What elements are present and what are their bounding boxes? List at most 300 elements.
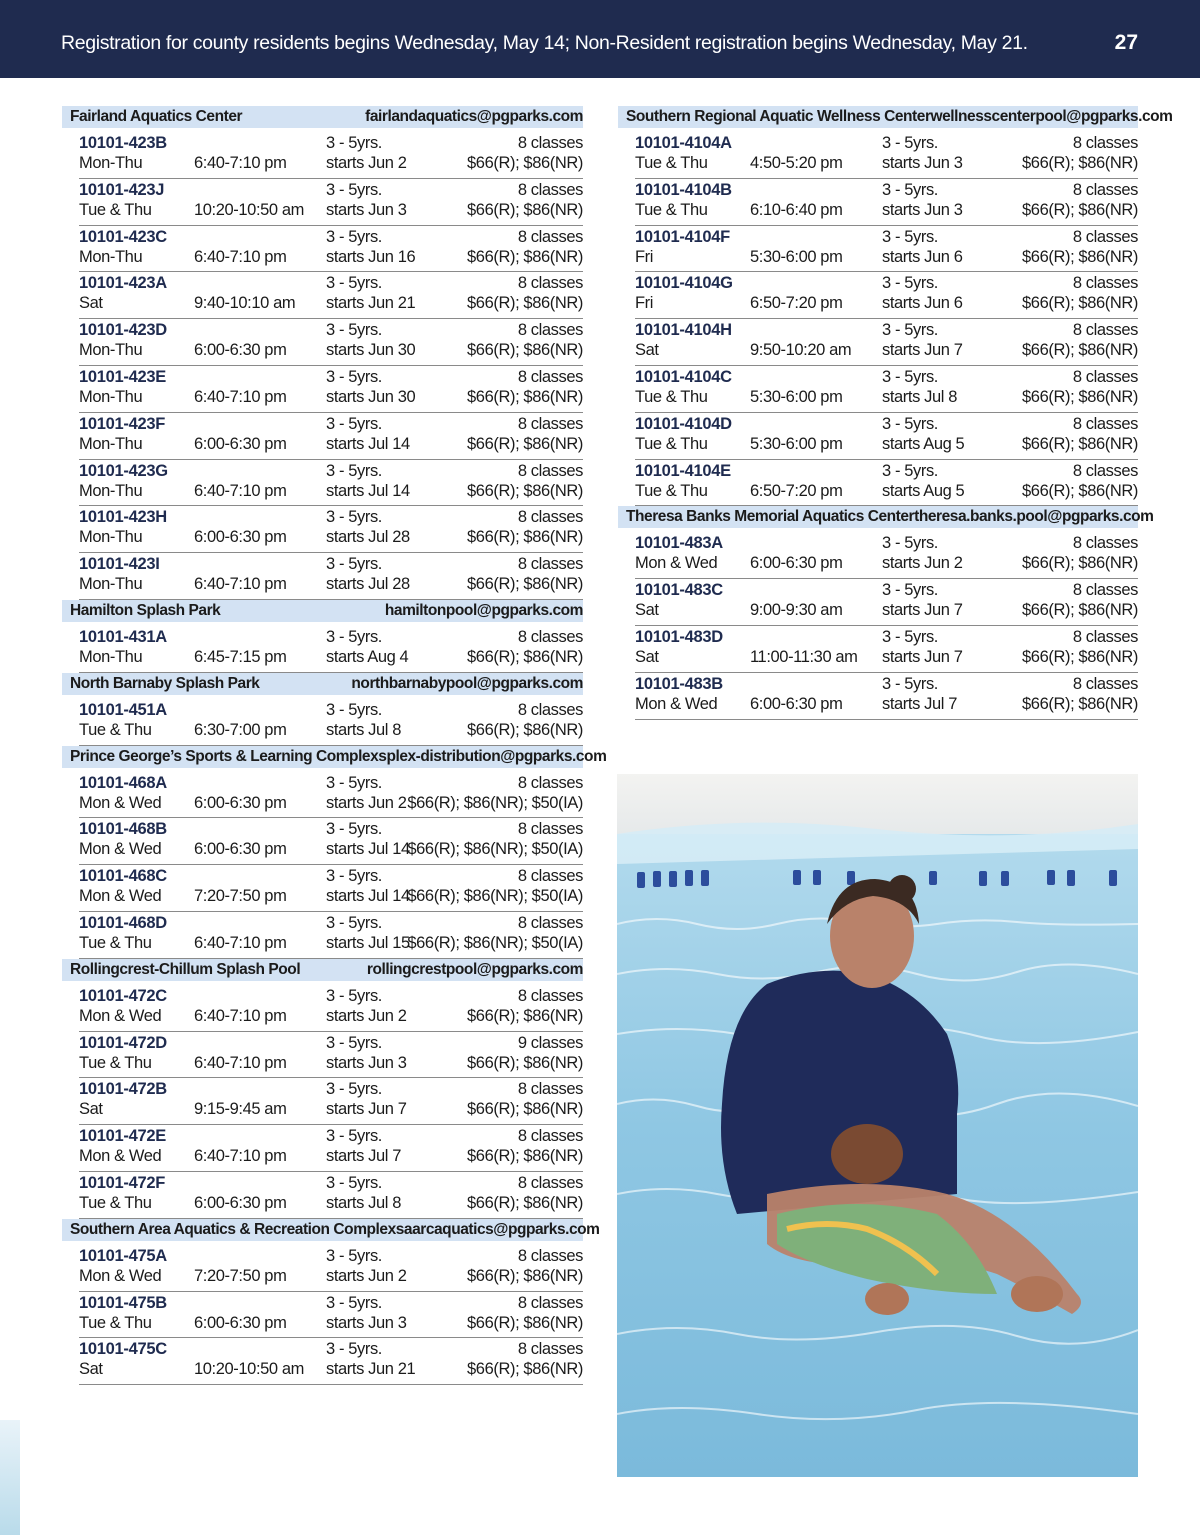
facility-email[interactable]: splex-distribution@pgparks.com xyxy=(378,747,607,765)
age-range: 3 - 5yrs. xyxy=(882,321,938,340)
class-count: 8 classes xyxy=(517,773,583,792)
class-time: 6:00-6:30 pm xyxy=(194,434,287,453)
start-date: starts Jun 2 xyxy=(326,1266,407,1285)
class-count: 8 classes xyxy=(517,274,583,293)
header-banner xyxy=(0,0,1200,78)
class-fee: $66(R); $86(NR); $50(IA) xyxy=(407,840,583,859)
start-date: starts Aug 4 xyxy=(326,647,409,666)
class-fee: $66(R); $86(NR) xyxy=(467,647,583,666)
class-time: 6:40-7:10 pm xyxy=(194,933,287,952)
class-row xyxy=(635,673,1138,720)
class-days: Mon & Wed xyxy=(79,1147,162,1166)
class-count: 8 classes xyxy=(517,180,583,199)
class-count: 8 classes xyxy=(1072,627,1138,646)
start-date: starts Jun 3 xyxy=(882,154,963,172)
class-time: 6:00-6:30 pm xyxy=(194,528,287,547)
class-time: 6:40-7:10 pm xyxy=(194,575,287,594)
facility-email[interactable]: theresa.banks.pool@pgparks.com xyxy=(914,508,1154,526)
class-time: 5:30-6:00 pm xyxy=(750,387,843,406)
class-count: 8 classes xyxy=(517,986,583,1005)
age-range: 3 - 5yrs. xyxy=(882,367,938,386)
class-row xyxy=(79,132,583,179)
class-count: 8 classes xyxy=(517,508,583,527)
class-row xyxy=(635,319,1138,366)
age-range: 3 - 5yrs. xyxy=(326,367,382,386)
class-fee: $66(R); $86(NR) xyxy=(1022,294,1138,313)
class-fee: $66(R); $86(NR) xyxy=(467,294,583,313)
class-time: 6:10-6:40 pm xyxy=(750,200,843,219)
class-days: Mon & Wed xyxy=(79,1266,162,1285)
facility-header xyxy=(618,506,1154,528)
class-count: 8 classes xyxy=(1072,274,1138,293)
age-range: 3 - 5yrs. xyxy=(882,134,938,152)
class-days: Tue & Thu xyxy=(635,154,708,172)
start-date: starts Jun 30 xyxy=(326,387,416,406)
age-range: 3 - 5yrs. xyxy=(326,1033,382,1052)
class-time: 6:40-7:10 pm xyxy=(194,387,287,406)
start-date: starts Jun 21 xyxy=(326,294,416,313)
class-time: 9:40-10:10 am xyxy=(194,294,296,313)
course-code: 10101-431A xyxy=(79,627,167,646)
age-range: 3 - 5yrs. xyxy=(326,227,382,246)
start-date: starts Jun 3 xyxy=(326,1313,407,1332)
age-range: 3 - 5yrs. xyxy=(326,773,382,792)
class-time: 6:00-6:30 pm xyxy=(194,793,287,812)
course-code: 10101-423I xyxy=(79,555,160,574)
class-fee: $66(R); $86(NR) xyxy=(467,1053,583,1072)
course-code: 10101-423C xyxy=(79,227,167,246)
class-time: 6:40-7:10 pm xyxy=(194,1053,287,1072)
class-row xyxy=(79,1125,583,1172)
facility-section xyxy=(62,746,607,959)
facility-header xyxy=(618,106,1173,128)
class-days: Sat xyxy=(79,1100,103,1119)
class-days: Mon-Thu xyxy=(79,434,143,453)
class-row xyxy=(635,532,1138,579)
facility-header xyxy=(62,673,583,695)
start-date: starts Jul 8 xyxy=(326,1193,401,1212)
class-fee: $66(R); $86(NR); $50(IA) xyxy=(407,793,583,812)
class-fee: $66(R); $86(NR) xyxy=(467,1360,583,1379)
facility-section xyxy=(618,506,1154,719)
facility-email[interactable]: wellnesscenterpool@pgparks.com xyxy=(930,108,1173,125)
left-column xyxy=(62,106,607,1385)
class-count: 8 classes xyxy=(1072,674,1138,693)
class-count: 8 classes xyxy=(517,134,583,152)
course-code: 10101-483D xyxy=(635,627,723,646)
course-code: 10101-475B xyxy=(79,1293,167,1312)
start-date: starts Jun 2 xyxy=(326,154,407,172)
class-row xyxy=(79,460,583,507)
age-range: 3 - 5yrs. xyxy=(326,508,382,527)
class-fee: $66(R); $86(NR) xyxy=(1022,387,1138,406)
class-time: 6:45-7:15 pm xyxy=(194,647,287,666)
class-row xyxy=(79,553,583,600)
start-date: starts Jul 8 xyxy=(882,387,957,406)
class-count: 8 classes xyxy=(517,700,583,719)
class-count: 8 classes xyxy=(1072,134,1138,152)
class-count: 8 classes xyxy=(517,227,583,246)
class-count: 8 classes xyxy=(517,1173,583,1192)
course-code: 10101-4104G xyxy=(635,274,733,293)
class-fee: $66(R); $86(NR) xyxy=(467,1266,583,1285)
class-fee: $66(R); $86(NR) xyxy=(1022,341,1138,360)
class-row xyxy=(79,1338,583,1385)
class-row xyxy=(79,179,583,226)
age-range: 3 - 5yrs. xyxy=(882,414,938,433)
class-row xyxy=(79,985,583,1032)
class-count: 8 classes xyxy=(1072,414,1138,433)
class-count: 8 classes xyxy=(517,461,583,480)
class-days: Tue & Thu xyxy=(635,481,708,500)
class-row xyxy=(79,1292,583,1339)
age-range: 3 - 5yrs. xyxy=(882,534,938,553)
course-code: 10101-4104E xyxy=(635,461,731,480)
class-count: 8 classes xyxy=(517,414,583,433)
facility-email[interactable]: rollingcrestpool@pgparks.com xyxy=(366,960,583,978)
class-days: Tue & Thu xyxy=(79,1053,152,1072)
course-code: 10101-475C xyxy=(79,1340,167,1359)
start-date: starts Aug 5 xyxy=(882,434,965,453)
class-days: Tue & Thu xyxy=(635,434,708,453)
class-row xyxy=(79,865,583,912)
course-code: 10101-4104B xyxy=(635,180,732,199)
class-count: 8 classes xyxy=(1072,534,1138,553)
facility-email[interactable]: fairlandaquatics@pgparks.com xyxy=(365,108,583,125)
facility-email[interactable]: saarcaquatics@pgparks.com xyxy=(395,1220,600,1238)
age-range: 3 - 5yrs. xyxy=(882,227,938,246)
age-range: 3 - 5yrs. xyxy=(326,1080,382,1099)
class-time: 6:50-7:20 pm xyxy=(750,481,843,500)
class-fee: $66(R); $86(NR) xyxy=(467,434,583,453)
age-range: 3 - 5yrs. xyxy=(882,674,938,693)
class-row xyxy=(635,132,1138,179)
age-range: 3 - 5yrs. xyxy=(882,274,938,293)
class-days: Sat xyxy=(79,1360,103,1379)
class-days: Tue & Thu xyxy=(635,387,708,406)
class-count: 8 classes xyxy=(517,1293,583,1312)
start-date: starts Jun 2 xyxy=(882,554,963,573)
class-fee: $66(R); $86(NR) xyxy=(467,481,583,500)
class-time: 5:30-6:00 pm xyxy=(750,434,843,453)
class-row xyxy=(79,1032,583,1079)
class-time: 6:30-7:00 pm xyxy=(194,720,287,739)
class-count: 8 classes xyxy=(517,820,583,839)
class-fee: $66(R); $86(NR) xyxy=(467,1006,583,1025)
facility-header xyxy=(62,959,583,981)
start-date: starts Jun 3 xyxy=(882,200,963,219)
age-range: 3 - 5yrs. xyxy=(326,461,382,480)
course-code: 10101-423J xyxy=(79,180,165,199)
class-fee: $66(R); $86(NR) xyxy=(467,528,583,547)
class-days: Mon-Thu xyxy=(79,528,143,547)
facility-name: North Barnaby Splash Park xyxy=(70,674,260,692)
class-row xyxy=(635,460,1138,507)
class-days: Mon & Wed xyxy=(79,887,162,906)
class-days: Mon-Thu xyxy=(79,387,143,406)
registration-notice: Registration for county residents begins Wednesday, May 14; Non-Resident registration begins Wednesday, May 21. xyxy=(61,32,1028,54)
class-count: 8 classes xyxy=(1072,461,1138,480)
class-days: Mon & Wed xyxy=(635,554,718,573)
class-count: 9 classes xyxy=(517,1033,583,1052)
age-range: 3 - 5yrs. xyxy=(326,986,382,1005)
start-date: starts Jul 8 xyxy=(326,720,401,739)
course-code: 10101-472D xyxy=(79,1033,167,1052)
course-code: 10101-475A xyxy=(79,1246,167,1265)
class-time: 6:00-6:30 pm xyxy=(194,840,287,859)
class-days: Tue & Thu xyxy=(79,933,152,952)
class-days: Mon & Wed xyxy=(635,694,718,713)
facility-name: Prince George’s Sports & Learning Complex xyxy=(70,747,379,765)
class-row xyxy=(79,699,583,746)
class-time: 6:50-7:20 pm xyxy=(750,294,843,313)
facility-header xyxy=(62,106,583,128)
class-time: 11:00-11:30 am xyxy=(750,647,858,666)
class-fee: $66(R); $86(NR) xyxy=(467,387,583,406)
facility-email[interactable]: northbarnabypool@pgparks.com xyxy=(351,674,583,692)
facility-header xyxy=(62,1219,600,1241)
start-date: starts Jun 7 xyxy=(882,341,963,360)
course-code: 10101-423E xyxy=(79,367,166,386)
course-code: 10101-468A xyxy=(79,773,167,792)
course-code: 10101-423B xyxy=(79,134,167,152)
age-range: 3 - 5yrs. xyxy=(326,555,382,574)
facility-header xyxy=(62,746,607,768)
class-row xyxy=(79,366,583,413)
class-count: 8 classes xyxy=(517,1340,583,1359)
start-date: starts Jul 14 xyxy=(326,434,410,453)
class-time: 5:30-6:00 pm xyxy=(750,247,843,266)
class-row xyxy=(79,413,583,460)
class-time: 10:20-10:50 am xyxy=(194,200,304,219)
class-fee: $66(R); $86(NR) xyxy=(1022,247,1138,266)
class-row xyxy=(79,506,583,553)
class-days: Fri xyxy=(635,294,654,313)
class-time: 7:20-7:50 pm xyxy=(194,887,287,906)
class-row xyxy=(635,626,1138,673)
class-time: 6:00-6:30 pm xyxy=(194,1193,287,1212)
age-range: 3 - 5yrs. xyxy=(326,321,382,340)
facility-section xyxy=(62,959,583,1219)
course-code: 10101-4104D xyxy=(635,414,732,433)
course-code: 10101-4104A xyxy=(635,134,732,152)
course-code: 10101-468D xyxy=(79,913,167,932)
class-days: Tue & Thu xyxy=(635,200,708,219)
start-date: starts Jul 28 xyxy=(326,528,410,547)
class-fee: $66(R); $86(NR) xyxy=(1022,434,1138,453)
class-fee: $66(R); $86(NR) xyxy=(1022,601,1138,620)
start-date: starts Jun 21 xyxy=(326,1360,416,1379)
start-date: starts Jun 2 xyxy=(326,1006,407,1025)
class-count: 8 classes xyxy=(517,1127,583,1146)
course-code: 10101-423A xyxy=(79,274,167,293)
class-days: Mon & Wed xyxy=(79,793,162,812)
facility-name: Southern Regional Aquatic Wellness Center xyxy=(626,108,931,125)
class-row xyxy=(79,319,583,366)
course-code: 10101-423H xyxy=(79,508,167,527)
class-fee: $66(R); $86(NR) xyxy=(1022,554,1138,573)
age-range: 3 - 5yrs. xyxy=(326,1127,382,1146)
class-row xyxy=(635,272,1138,319)
start-date: starts Jun 3 xyxy=(326,200,407,219)
class-days: Sat xyxy=(635,647,659,666)
class-fee: $66(R); $86(NR) xyxy=(1022,647,1138,666)
class-fee: $66(R); $86(NR) xyxy=(467,1147,583,1166)
class-time: 4:50-5:20 pm xyxy=(750,154,843,172)
class-days: Sat xyxy=(635,601,659,620)
class-count: 8 classes xyxy=(517,913,583,932)
age-range: 3 - 5yrs. xyxy=(882,627,938,646)
facility-header xyxy=(62,600,583,622)
class-fee: $66(R); $86(NR) xyxy=(467,575,583,594)
class-fee: $66(R); $86(NR) xyxy=(467,720,583,739)
class-days: Mon-Thu xyxy=(79,247,143,266)
class-count: 8 classes xyxy=(517,867,583,886)
course-code: 10101-423D xyxy=(79,321,167,340)
class-fee: $66(R); $86(NR) xyxy=(467,247,583,266)
class-time: 6:40-7:10 pm xyxy=(194,154,287,172)
course-code: 10101-4104F xyxy=(635,227,730,246)
age-range: 3 - 5yrs. xyxy=(882,180,938,199)
age-range: 3 - 5yrs. xyxy=(326,627,382,646)
age-range: 3 - 5yrs. xyxy=(326,1293,382,1312)
start-date: starts Jun 7 xyxy=(882,601,963,620)
facility-section xyxy=(62,600,583,673)
class-count: 8 classes xyxy=(1072,321,1138,340)
course-code: 10101-4104H xyxy=(635,321,732,340)
class-time: 7:20-7:50 pm xyxy=(194,1266,287,1285)
class-row xyxy=(79,272,583,319)
start-date: starts Jun 7 xyxy=(882,647,963,666)
age-range: 3 - 5yrs. xyxy=(326,820,382,839)
class-days: Mon-Thu xyxy=(79,647,143,666)
class-row xyxy=(635,179,1138,226)
class-count: 8 classes xyxy=(1072,227,1138,246)
class-time: 6:00-6:30 pm xyxy=(194,341,287,360)
class-days: Tue & Thu xyxy=(79,720,152,739)
class-count: 8 classes xyxy=(517,555,583,574)
class-fee: $66(R); $86(NR) xyxy=(1022,481,1138,500)
class-row xyxy=(635,226,1138,273)
class-days: Mon & Wed xyxy=(79,1006,162,1025)
start-date: starts Jun 2 xyxy=(326,793,407,812)
class-count: 8 classes xyxy=(517,627,583,646)
age-range: 3 - 5yrs. xyxy=(882,461,938,480)
swim-lesson-photo xyxy=(617,774,1138,1477)
class-days: Mon-Thu xyxy=(79,575,143,594)
class-count: 8 classes xyxy=(517,367,583,386)
class-time: 9:50-10:20 am xyxy=(750,341,852,360)
start-date: starts Jul 7 xyxy=(882,694,957,713)
class-time: 9:15-9:45 am xyxy=(194,1100,287,1119)
class-row xyxy=(79,1078,583,1125)
start-date: starts Jul 14 xyxy=(326,481,410,500)
class-days: Fri xyxy=(635,247,654,266)
course-code: 10101-468C xyxy=(79,867,167,886)
start-date: starts Jul 14 xyxy=(326,887,410,906)
class-row xyxy=(79,626,583,673)
course-code: 10101-451A xyxy=(79,700,167,719)
class-fee: $66(R); $86(NR) xyxy=(1022,200,1138,219)
course-code: 10101-423G xyxy=(79,461,168,480)
class-row xyxy=(79,818,583,865)
class-time: 6:40-7:10 pm xyxy=(194,247,287,266)
facility-name: Rollingcrest-Chillum Splash Pool xyxy=(70,960,301,978)
class-count: 8 classes xyxy=(1072,367,1138,386)
class-fee: $66(R); $86(NR); $50(IA) xyxy=(407,887,583,906)
start-date: starts Jun 7 xyxy=(326,1100,407,1119)
class-fee: $66(R); $86(NR) xyxy=(467,1313,583,1332)
course-code: 10101-472E xyxy=(79,1127,166,1146)
class-count: 8 classes xyxy=(1072,581,1138,600)
class-row xyxy=(79,772,583,819)
page-number: 27 xyxy=(1114,31,1138,54)
class-row xyxy=(79,1172,583,1219)
facility-name: Theresa Banks Memorial Aquatics Center xyxy=(626,508,915,526)
class-fee: $66(R); $86(NR) xyxy=(467,341,583,360)
start-date: starts Jul 14 xyxy=(326,840,410,859)
course-code: 10101-468B xyxy=(79,820,167,839)
facility-section xyxy=(62,1219,600,1385)
class-days: Mon & Wed xyxy=(79,840,162,859)
start-date: starts Jun 3 xyxy=(326,1053,407,1072)
class-fee: $66(R); $86(NR) xyxy=(467,154,583,172)
course-code: 10101-4104C xyxy=(635,367,732,386)
course-code: 10101-483A xyxy=(635,534,723,553)
class-fee: $66(R); $86(NR) xyxy=(467,1193,583,1212)
facility-name: Southern Area Aquatics & Recreation Complex xyxy=(70,1220,396,1238)
class-row xyxy=(635,579,1138,626)
age-range: 3 - 5yrs. xyxy=(326,913,382,932)
start-date: starts Jul 28 xyxy=(326,575,410,594)
class-row xyxy=(635,366,1138,413)
class-fee: $66(R); $86(NR) xyxy=(1022,154,1138,172)
facility-email[interactable]: hamiltonpool@pgparks.com xyxy=(384,601,583,619)
age-range: 3 - 5yrs. xyxy=(326,414,382,433)
class-fee: $66(R); $86(NR) xyxy=(467,200,583,219)
start-date: starts Jun 6 xyxy=(882,247,963,266)
class-days: Mon-Thu xyxy=(79,154,143,172)
course-code: 10101-472C xyxy=(79,986,167,1005)
age-range: 3 - 5yrs. xyxy=(326,1173,382,1192)
class-time: 9:00-9:30 am xyxy=(750,601,843,620)
class-days: Mon-Thu xyxy=(79,481,143,500)
class-count: 8 classes xyxy=(1072,180,1138,199)
course-code: 10101-472F xyxy=(79,1173,165,1192)
start-date: starts Jun 16 xyxy=(326,247,416,266)
course-code: 10101-472B xyxy=(79,1080,167,1099)
page-edge-decoration xyxy=(0,1420,20,1535)
age-range: 3 - 5yrs. xyxy=(326,134,382,152)
age-range: 3 - 5yrs. xyxy=(326,180,382,199)
start-date: starts Jul 7 xyxy=(326,1147,401,1166)
class-time: 6:40-7:10 pm xyxy=(194,481,287,500)
class-fee: $66(R); $86(NR) xyxy=(467,1100,583,1119)
class-days: Tue & Thu xyxy=(79,200,152,219)
age-range: 3 - 5yrs. xyxy=(326,1246,382,1265)
facility-name: Hamilton Splash Park xyxy=(70,601,221,619)
class-days: Sat xyxy=(635,341,659,360)
right-column xyxy=(618,106,1173,720)
age-range: 3 - 5yrs. xyxy=(326,274,382,293)
class-days: Mon-Thu xyxy=(79,341,143,360)
age-range: 3 - 5yrs. xyxy=(326,1340,382,1359)
start-date: starts Jun 6 xyxy=(882,294,963,313)
class-count: 8 classes xyxy=(517,321,583,340)
class-time: 6:00-6:30 pm xyxy=(194,1313,287,1332)
facility-section xyxy=(618,106,1173,506)
age-range: 3 - 5yrs. xyxy=(326,700,382,719)
